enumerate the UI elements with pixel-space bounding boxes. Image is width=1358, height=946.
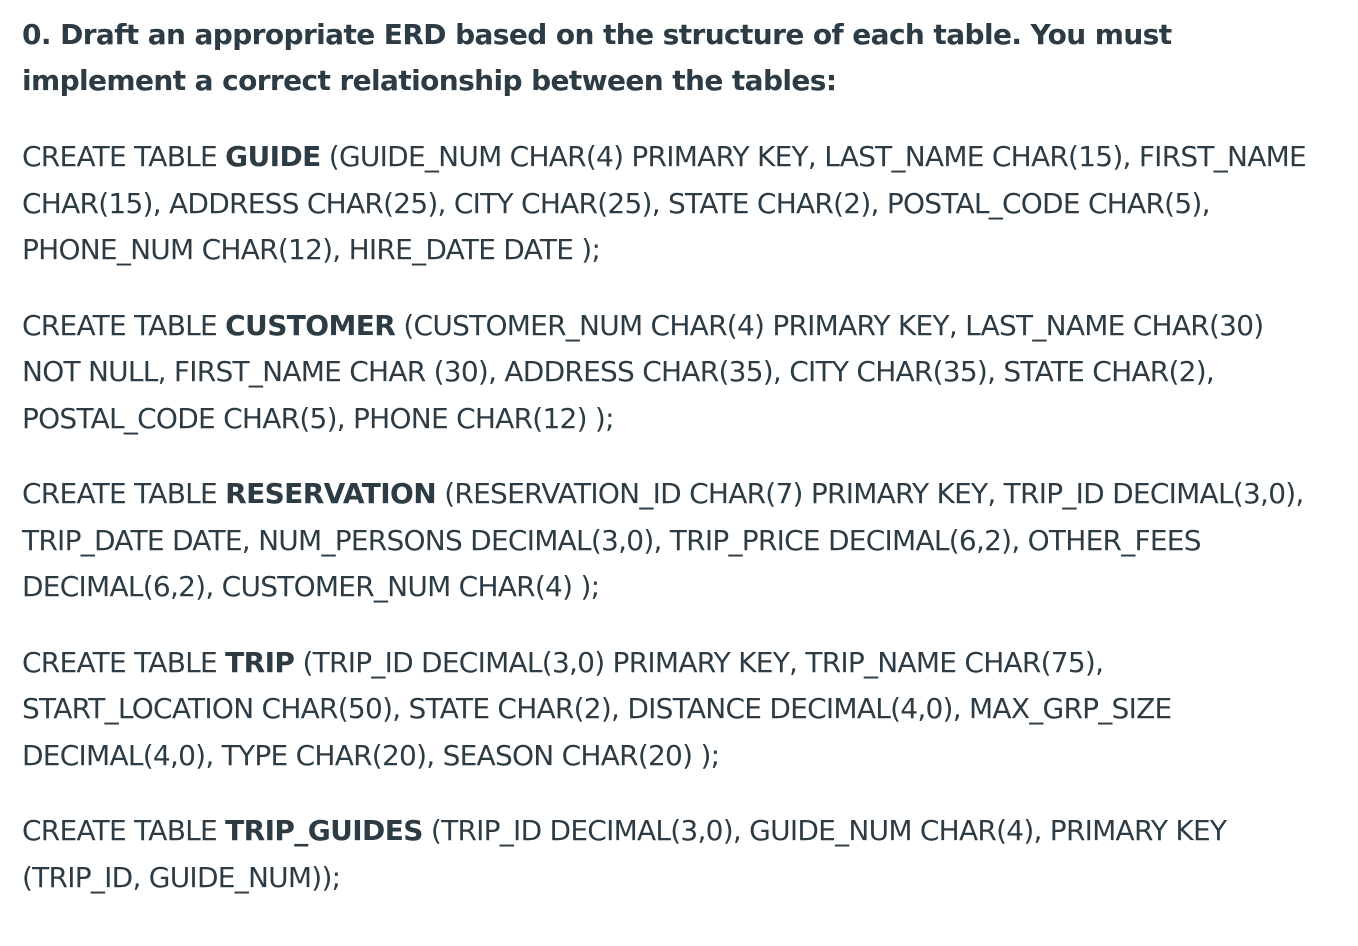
statement-body: (TRIP_ID DECIMAL(3,0), GUIDE_NUM CHAR(4), PRIMARY KEY (TRIP_ID, GUIDE_NUM)); [22,814,1227,894]
create-table-trip [22,640,1318,780]
statement-prefix: CREATE TABLE [22,477,226,510]
statement-body: (CUSTOMER_NUM CHAR(4) PRIMARY KEY, LAST_NAME CHAR(30) NOT NULL, FIRST_NAME CHAR (30), ADDRESS CHAR(35), CITY CHAR(35), STATE CHAR(2), POSTAL_CODE CHAR(5), PHONE CHAR(12) ); [22,308,1264,435]
table-name-guide: GUIDE [225,140,321,173]
statement-prefix: CREATE TABLE [22,308,226,342]
table-name-reservation: RESERVATION [225,477,437,510]
table-name-customer: CUSTOMER [225,308,396,342]
create-table-customer [22,303,1318,443]
statement-prefix: CREATE TABLE [22,645,226,679]
statement-prefix: CREATE TABLE [22,140,226,173]
statement-body: (RESERVATION_ID CHAR(7) PRIMARY KEY, TRIP_ID DECIMAL(3,0), TRIP_DATE DATE, NUM_PERSONS DECIMAL(3,0), TRIP_PRICE DECIMAL(6,2), OTHER_FEES DECIMAL(6,2), CUSTOMER_NUM CHAR(4) ); [22,477,1304,603]
create-table-trip-guides [22,808,1318,901]
table-name-trip: TRIP [225,645,295,679]
question-heading: 0. Draft an appropriate ERD based on the structure of each table. You must implement a correct relationship between the tables: [22,18,1172,97]
create-table-reservation [22,471,1318,611]
statement-body: (GUIDE_NUM CHAR(4) PRIMARY KEY, LAST_NAME CHAR(15), FIRST_NAME CHAR(15), ADDRESS CHAR(25), CITY CHAR(25), STATE CHAR(2), POSTAL_CODE CHAR(5), PHONE_NUM CHAR(12), HIRE_DATE DATE ); [22,140,1306,266]
statement-body: (TRIP_ID DECIMAL(3,0) PRIMARY KEY, TRIP_NAME CHAR(75), START_LOCATION CHAR(50), STATE CHAR(2), DISTANCE DECIMAL(4,0), MAX_GRP_SIZE DECIMAL(4,0), TYPE CHAR(20), SEASON CHAR(20) ); [22,645,1172,772]
table-name-trip-guides: TRIP_GUIDES [225,814,423,847]
create-table-guide [22,134,1318,274]
statement-prefix: CREATE TABLE [22,814,226,847]
